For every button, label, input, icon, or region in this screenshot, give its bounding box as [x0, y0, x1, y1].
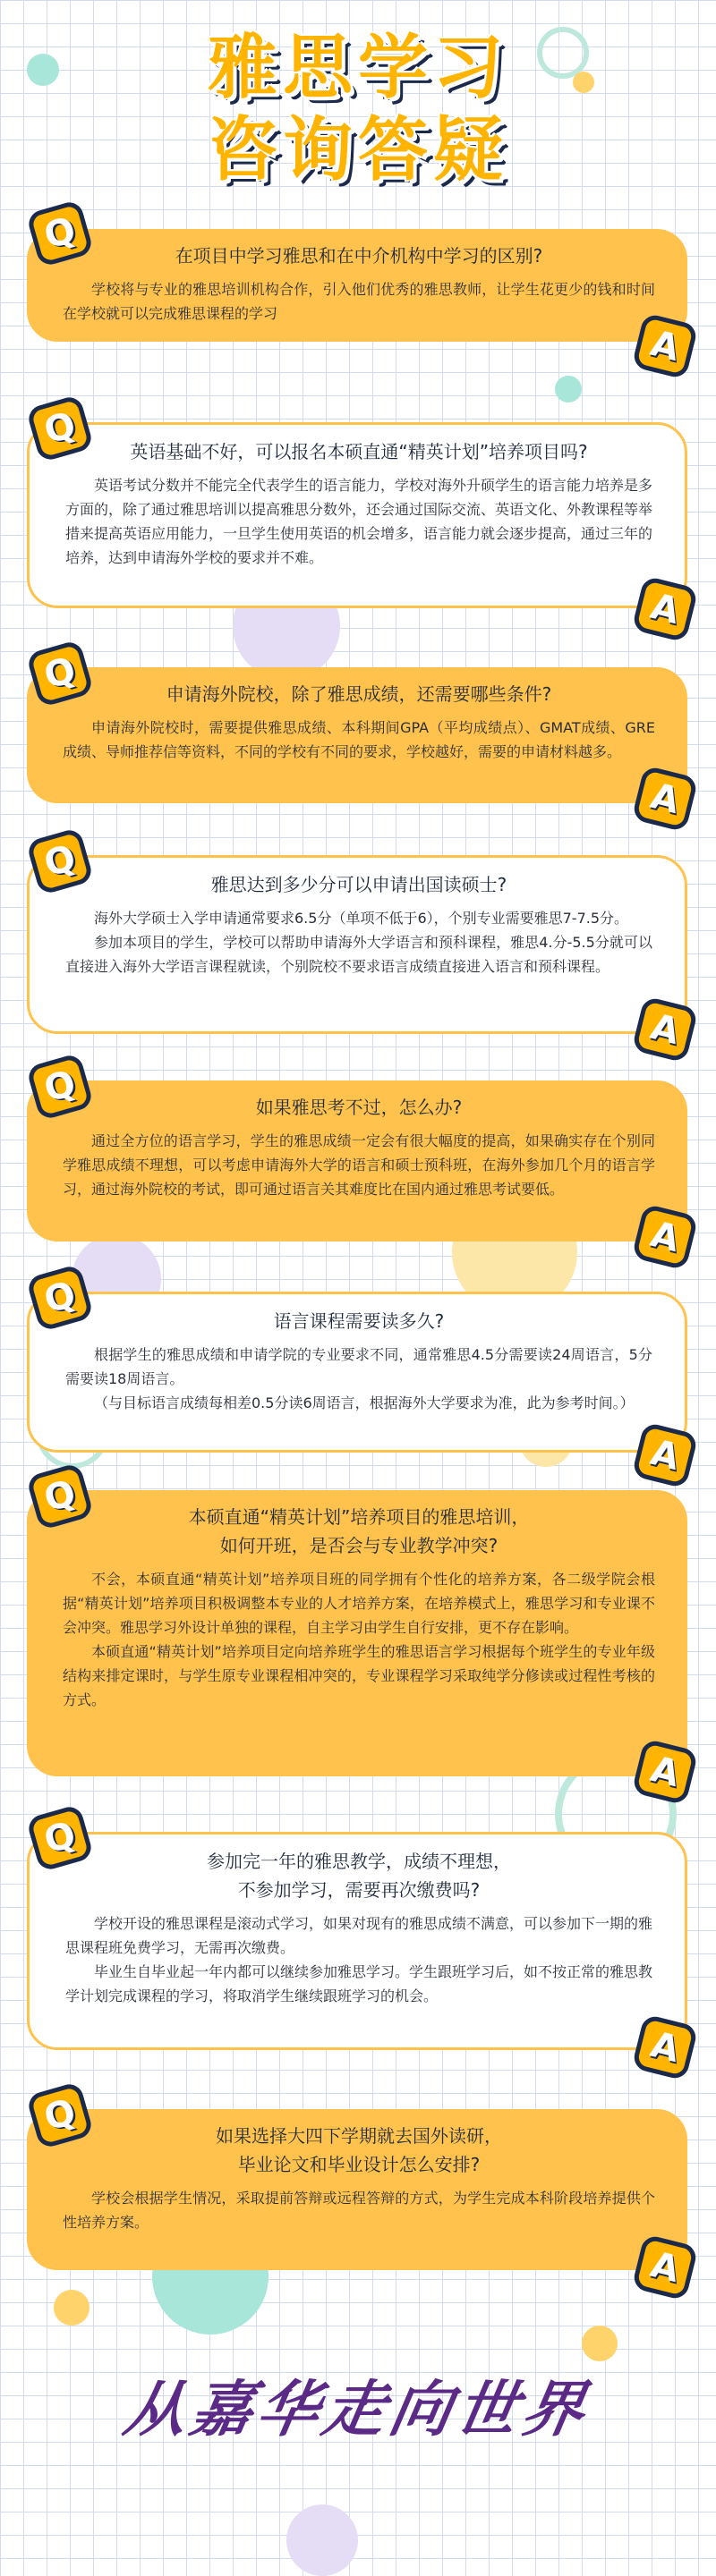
- faq-answer: 学校将与专业的雅思培训机构合作，引入他们优秀的雅思教师，让学生花更少的钱和时间在学校就可以完成雅思课程的学习: [63, 281, 655, 322]
- q-badge-icon: Q: [26, 1462, 95, 1531]
- a-badge-icon: A: [631, 1203, 698, 1270]
- faq-question-line: 如何开班，是否会与专业教学冲突?: [219, 1535, 499, 1556]
- a-badge-icon: A: [631, 312, 698, 379]
- faq-answer: 毕业生自毕业起一年内都可以继续参加雅思学习。学生跟班学习后，如不按正常的雅思教学计划完成课程的学习，将取消学生继续跟班学习的机会。: [65, 1963, 653, 2004]
- faq-question: 雅思达到多少分可以申请出国读硕士?: [210, 874, 507, 895]
- faq-question: [65, 1847, 652, 1904]
- a-badge-icon: A: [631, 2013, 698, 2080]
- a-badge-icon: A: [631, 1421, 698, 1488]
- faq-question: 申请海外院校，除了雅思成绩，还需要哪些条件?: [166, 683, 552, 705]
- faq-answer: 通过全方位的语言学习，学生的雅思成绩一定会有很大幅度的提高，如果确实存在个别同学雅思成绩不理想，可以考虑申请海外大学的语言和硕士预科班，在海外参加几个月的语言学习，通过海外院校的考试，即可通过语言关其难度比在国内通过雅思考试要低。: [63, 1132, 655, 1198]
- faq-question-line: 不参加学习，需要再次缴费吗?: [237, 1879, 481, 1901]
- faq-question: 语言课程需要读多久?: [273, 1310, 445, 1332]
- q-badge-icon: Q: [26, 1804, 95, 1873]
- faq-answer: 本硕直通“精英计划”培养项目定向培养班学生的雅思语言学习根据每个班学生的专业年级结构来排定课时，与学生原专业课程相冲突的，专业课程学习采取纯学分修读或过程性考核的方式。: [63, 1643, 655, 1708]
- faq-question: 在项目中学习雅思和在中介机构中学习的区别?: [175, 245, 543, 267]
- page-title: [0, 27, 716, 191]
- faq-card-9: [27, 2109, 687, 2270]
- decor-circle: [54, 2290, 90, 2326]
- decor-circle: [286, 2504, 358, 2576]
- title-line-1: 雅思学习: [207, 28, 508, 108]
- faq-card-2: [27, 422, 687, 608]
- faq-answer: 申请海外院校时，需要提供雅思成绩、本科期间GPA（平均成绩点）、GMAT成绩、GRE成绩、导师推荐信等资料，不同的学校有不同的要求，学校越好，需要的申请材料越多。: [63, 719, 655, 760]
- q-badge-icon: Q: [26, 1264, 95, 1333]
- faq-answer: 海外大学硕士入学申请通常要求6.5分（单项不低于6），个别专业需要雅思7-7.5分。: [94, 910, 629, 927]
- decor-circle: [555, 376, 582, 402]
- faq-question: 如果雅思考不过，怎么办?: [255, 1097, 463, 1118]
- faq-question: [63, 2122, 655, 2179]
- faq-card-7: [27, 1490, 687, 1776]
- q-badge-icon: Q: [26, 640, 95, 708]
- faq-answer: 参加本项目的学生，学校可以帮助申请海外大学语言和预科课程，雅思4.分-5.5分就可以直接进入海外大学语言课程就读，个别院校不要求语言成绩直接进入语言和预科课程。: [65, 934, 652, 975]
- faq-answer: 学校开设的雅思课程是滚动式学习，如果对现有的雅思成绩不满意，可以参加下一期的雅思课程班免费学习，无需再次缴费。: [65, 1915, 653, 1956]
- faq-card-8: [27, 1832, 687, 2050]
- faq-question-line: 参加完一年的雅思教学，成绩不理想，: [207, 1851, 511, 1872]
- q-badge-icon: Q: [26, 1053, 95, 1122]
- faq-question-line: 如果选择大四下学期就去国外读研，: [216, 2125, 502, 2147]
- title-line-2: 咨询答疑: [207, 110, 508, 191]
- decor-circle: [582, 2326, 618, 2361]
- a-badge-icon: A: [631, 2233, 698, 2301]
- q-badge-icon: Q: [26, 394, 95, 463]
- faq-answer: 根据学生的雅思成绩和申请学院的专业要求不同，通常雅思4.5分需要读24周语言，5分需要读18周语言。: [65, 1346, 652, 1387]
- faq-answer: 英语考试分数并不能完全代表学生的语言能力，学校对海外升硕学生的语言能力培养是多方面的，除了通过雅思培训以提高雅思分数外，还会通过国际交流、英语文化、外教课程等举措来提高英语应用能力，一旦学生使用英语的机会增多，语言能力就会逐步提高，通过三年的培养，达到申请海外学校的要求并不难。: [65, 477, 653, 566]
- a-badge-icon: A: [631, 1738, 698, 1805]
- a-badge-icon: A: [631, 575, 698, 642]
- faq-card-4: [27, 855, 687, 1034]
- faq-card-1: [27, 229, 687, 342]
- faq-question: [63, 1503, 655, 1560]
- school-slogan: 从嘉华走向世界: [118, 2374, 596, 2445]
- q-badge-icon: Q: [26, 827, 95, 896]
- q-badge-icon: Q: [26, 199, 95, 268]
- faq-answer: 学校会根据学生情况，采取提前答辩或远程答辩的方式，为学生完成本科阶段培养提供个性培养方案。: [63, 2190, 655, 2231]
- faq-question-line: 毕业论文和毕业设计怎么安排?: [237, 2154, 481, 2175]
- a-badge-icon: A: [631, 765, 698, 832]
- faq-card-3: [27, 667, 687, 803]
- faq-question: 英语基础不好，可以报名本硕直通“精英计划”培养项目吗?: [130, 441, 588, 462]
- a-badge-icon: A: [631, 996, 698, 1063]
- q-badge-icon: Q: [26, 2081, 95, 2150]
- faq-answer: 不会，本硕直通“精英计划”培养项目班的同学拥有个性化的培养方案，各二级学院会根据“精英计划”培养项目积极调整本专业的人才培养方案，在培养模式上，雅思学习和专业课不会冲突。雅思学习外设计单独的课程，自主学习由学生自行安排，更不存在影响。: [63, 1571, 655, 1636]
- faq-answer: （与目标语言成绩每相差0.5分读6周语言，根据海外大学要求为准，此为参考时间。）: [94, 1394, 635, 1411]
- faq-card-5: [27, 1080, 687, 1241]
- faq-question-line: 本硕直通“精英计划”培养项目的雅思培训，: [188, 1506, 530, 1528]
- faq-card-6: [27, 1292, 687, 1453]
